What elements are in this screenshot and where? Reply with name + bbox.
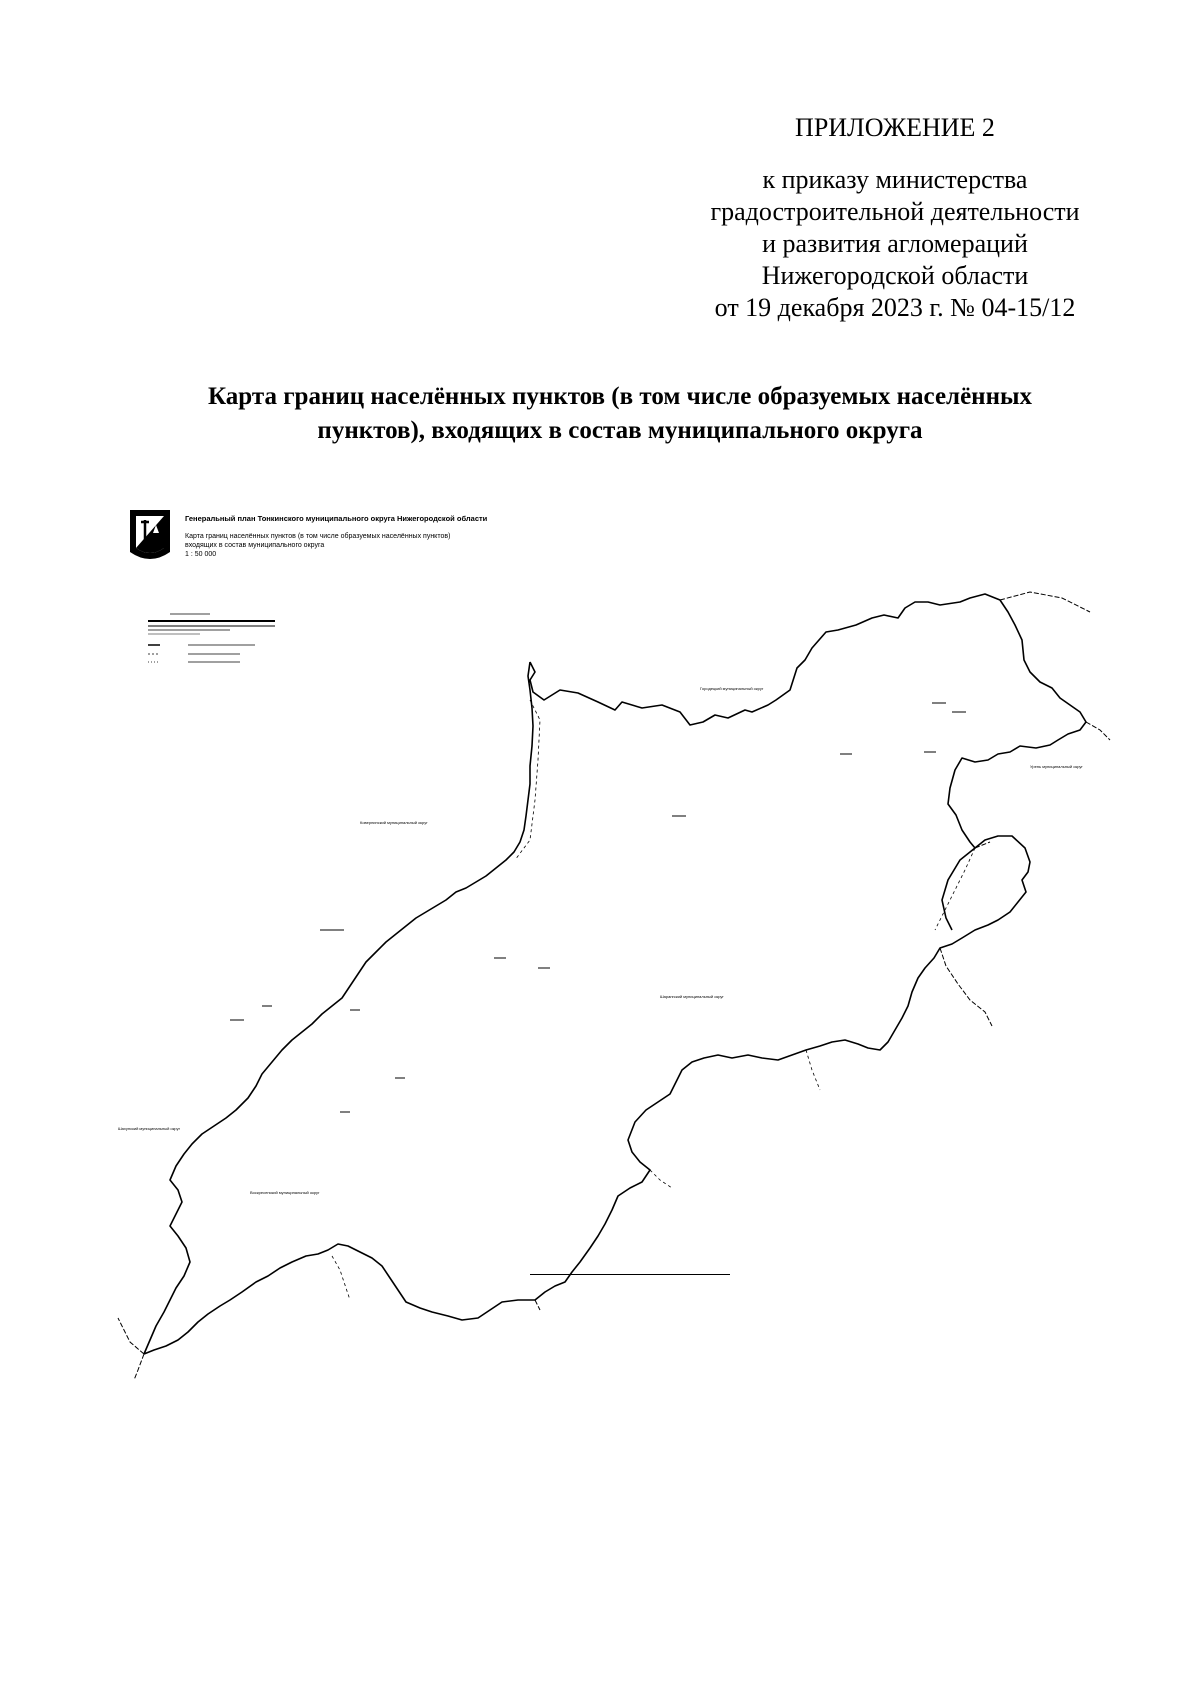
appendix-date-line: от 19 декабря 2023 г. № 04-15/12 bbox=[714, 293, 1076, 322]
appendix-line: Нижегородской области bbox=[761, 261, 1029, 290]
document-title-line2: пунктов), входящих в состав муниципального округа bbox=[317, 417, 923, 444]
neighbor-label: Шарангский муниципальный округ bbox=[660, 994, 724, 999]
neighbor-label: Урень муниципальный округ bbox=[1030, 764, 1083, 769]
neighbor-label: Ковернинский муниципальный округ bbox=[360, 820, 428, 825]
neighbor-label: Городецкий муниципальный округ bbox=[700, 686, 764, 691]
appendix-line: к приказу министерства bbox=[762, 165, 1028, 194]
appendix-line: градостроительной деятельности bbox=[710, 197, 1080, 226]
neighbor-label: Шахунский муниципальный округ bbox=[118, 1126, 181, 1131]
end-divider bbox=[530, 1274, 730, 1275]
internal-boundary bbox=[332, 700, 975, 1300]
neighbor-label: Воскресенский муниципальный округ bbox=[250, 1190, 320, 1195]
map-header-subtitle: входящих в состав муниципального округа bbox=[185, 542, 325, 549]
appendix-title: ПРИЛОЖЕНИЕ 2 bbox=[795, 113, 995, 142]
map-header-title: Генеральный план Тонкинского муниципального округа Нижегородской области bbox=[185, 514, 488, 523]
settlement-marks bbox=[230, 703, 966, 1112]
appendix-line: и развития агломераций bbox=[762, 229, 1028, 258]
coat-of-arms-icon bbox=[130, 510, 170, 559]
map-legend bbox=[148, 614, 275, 662]
east-loop-boundary bbox=[942, 848, 975, 930]
map-header-subtitle: Карта границ населённых пунктов (в том числе образуемых населённых пунктов) bbox=[185, 533, 451, 540]
document-title-line1: Карта границ населённых пунктов (в том числе образуемых населённых bbox=[207, 383, 1033, 410]
map-scale: 1 : 50 000 bbox=[185, 551, 217, 558]
municipal-boundary bbox=[144, 594, 1086, 1354]
